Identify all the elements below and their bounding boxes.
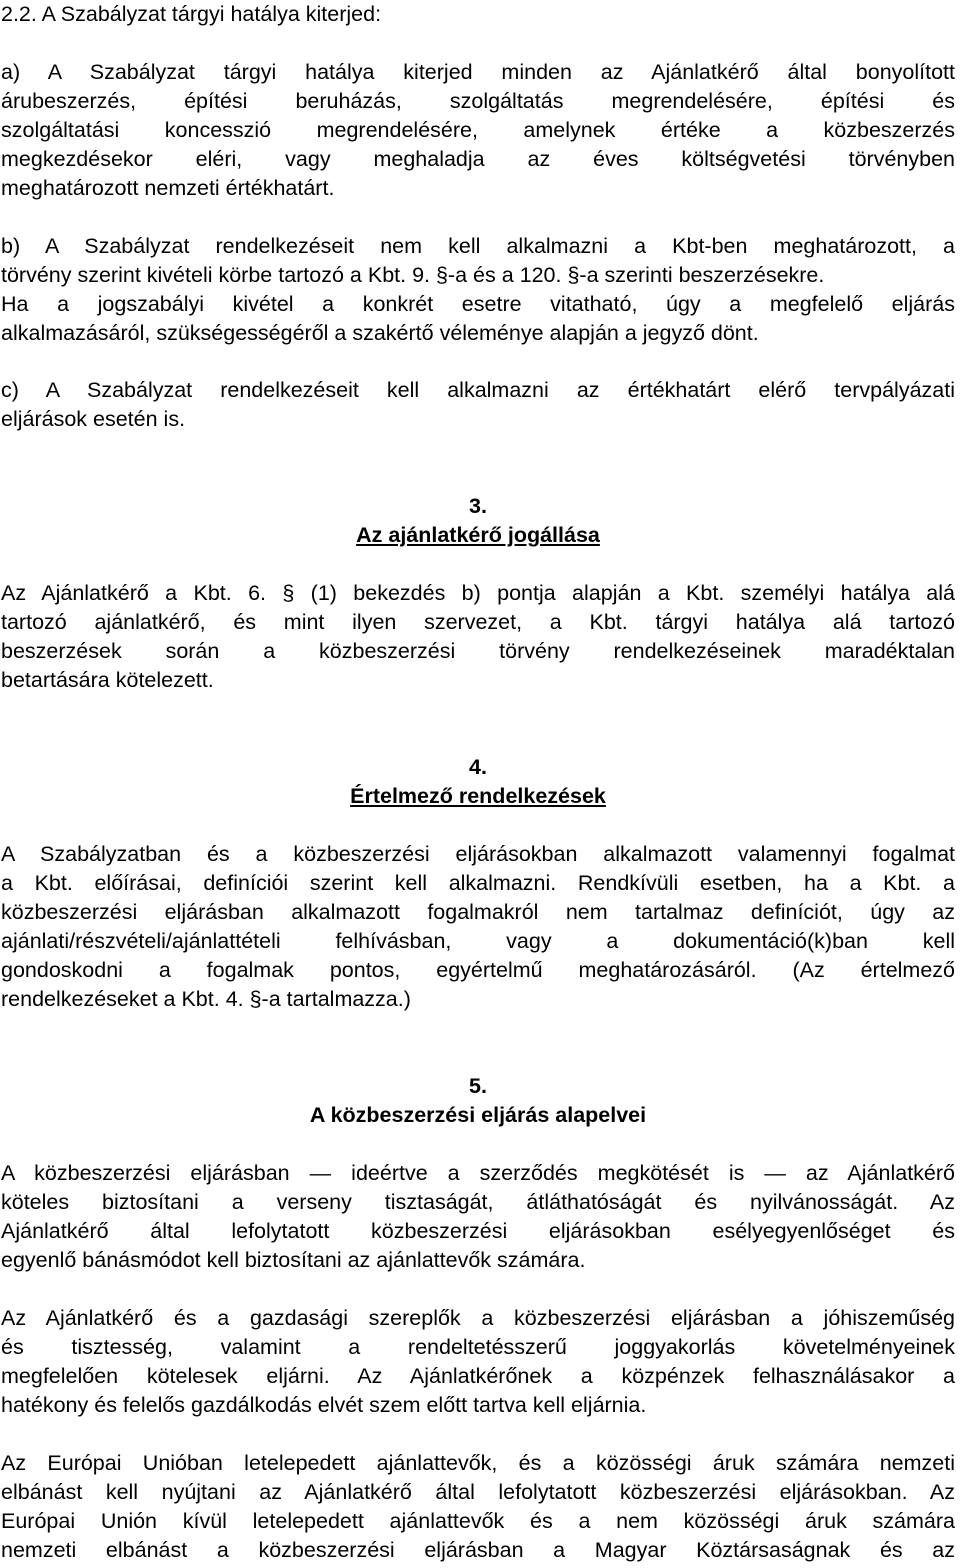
paragraph-line: árubeszerzés, építési beruházás, szolgáltatás megrendelésére, építési és [1, 89, 955, 113]
paragraph-line: hatékony és felelős gazdálkodás elvét szem előtt tartva kell eljárnia. [1, 1393, 647, 1417]
paragraph-line: a Kbt. előírásai, definíciói szerint kell alkalmazni. Rendkívüli esetben, ha a Kbt. a [1, 871, 955, 895]
paragraph-line: köteles biztosítani a verseny tisztaságát, átláthatóságát és nyilvánosságát. Az [1, 1190, 955, 1214]
section-3 [1, 492, 955, 695]
paragraph-line: elbánást kell nyújtani az Ajánlatkérő által lefolytatott közbeszerzési eljárásokban. Az [1, 1480, 955, 1504]
paragraph-line: A közbeszerzési eljárásban — ideértve a szerződés megkötését is — az Ajánlatkérő [1, 1161, 955, 1185]
paragraph-line: eljárások esetén is. [1, 407, 186, 431]
spacer [1, 1014, 955, 1072]
paragraph-line: ajánlati/részvételi/ajánlattételi felhívásban, vagy a dokumentáció(k)ban kell [1, 929, 955, 953]
paragraph-line: Ajánlatkérő által lefolytatott közbeszerzési eljárásokban esélyegyenlőséget és [1, 1219, 955, 1243]
principles-paragraph-2 [1, 1304, 955, 1420]
paragraph-line: Az Európai Unióban letelepedett ajánlattevők, és a közösségi áruk számára nemzeti [1, 1451, 955, 1475]
section-title [1, 521, 955, 550]
paragraph-line: b) A Szabályzat rendelkezéseit nem kell alkalmazni a Kbt-ben meghatározott, a [1, 234, 955, 258]
spacer [1, 434, 955, 492]
paragraph-line: gondoskodni a fogalmak pontos, egyértelmű meghatározásáról. (Az értelmező [1, 958, 955, 982]
paragraph-line: meghatározott nemzeti értékhatárt. [1, 176, 335, 200]
principles-paragraph-1 [1, 1159, 955, 1275]
paragraph-line: alkalmazásáról, szükségességéről a szakértő véleménye alapján a jegyző dönt. [1, 321, 759, 345]
paragraph-line: a) A Szabályzat tárgyi hatálya kiterjed minden az Ajánlatkérő által bonyolított [1, 60, 955, 84]
paragraph-line: A Szabályzatban és a közbeszerzési eljárásokban alkalmazott valamennyi fogalmat [1, 842, 955, 866]
spacer [1, 811, 955, 840]
spacer [1, 1275, 955, 1304]
paragraph-a [1, 58, 955, 203]
section-title-text: Az ajánlatkérő jogállása [356, 523, 600, 547]
section-title [1, 782, 955, 811]
paragraph-c [1, 376, 955, 434]
spacer [1, 695, 955, 753]
section-2-2-heading: 2.2. A Szabályzat tárgyi hatálya kiterjed: [1, 2, 382, 26]
spacer [1, 1420, 955, 1449]
section-4 [1, 753, 955, 1014]
paragraph-line: tartozó ajánlatkérő, és mint ilyen szervezet, a Kbt. tárgyi hatálya alá tartozó [1, 610, 955, 634]
paragraph-line: megfelelően kötelesek eljárni. Az Ajánlatkérőnek a közpénzek felhasználásakor a [1, 1364, 955, 1388]
section-title-text: Értelmező rendelkezések [350, 784, 606, 808]
paragraph-line: egyenlő bánásmódot kell biztosítani az ajánlattevők számára. [1, 1248, 586, 1272]
section-title: A közbeszerzési eljárás alapelvei [309, 1103, 647, 1127]
section-number: 4. [469, 755, 487, 779]
paragraph-line: rendelkezéseket a Kbt. 4. §-a tartalmazza.) [1, 987, 411, 1011]
paragraph-line: Európai Unión kívül letelepedett ajánlattevők és a nem közösségi áruk számára [1, 1509, 955, 1533]
paragraph-line: betartására kötelezett. [1, 668, 214, 692]
section-5 [1, 1072, 955, 1565]
paragraph-line: megkezdésekor eléri, vagy meghaladja az éves költségvetési törvényben [1, 147, 955, 171]
paragraph-line: törvény szerint kivételi körbe tartozó a Kbt. 9. §-a és a 120. §-a szerinti beszerzésekre. [1, 263, 825, 287]
spacer [1, 550, 955, 579]
paragraph-line: és tisztesség, valamint a rendeltetésszerű joggyakorlás követelményeinek [1, 1335, 955, 1359]
spacer [1, 348, 955, 376]
paragraph-line: Az Ajánlatkérő és a gazdasági szereplők a közbeszerzési eljárásban a jóhiszeműség [1, 1306, 955, 1330]
paragraph-b [1, 232, 955, 348]
spacer [1, 29, 955, 58]
spacer [1, 1130, 955, 1159]
paragraph-line: c) A Szabályzat rendelkezéseit kell alkalmazni az értékhatárt elérő tervpályázati [1, 378, 955, 402]
paragraph-line: beszerzések során a közbeszerzési törvény rendelkezéseinek maradéktalan [1, 639, 955, 663]
section-number: 5. [469, 1074, 487, 1098]
paragraph-line: nemzeti elbánást a közbeszerzési eljárásban a Magyar Köztársaságnak és az [1, 1538, 955, 1562]
paragraph-line: közbeszerzési eljárásban alkalmazott fogalmakról nem tartalmaz definíciót, úgy az [1, 900, 955, 924]
spacer [1, 203, 955, 232]
paragraph-line: Az Ajánlatkérő a Kbt. 6. § (1) bekezdés b) pontja alapján a Kbt. személyi hatálya alá [1, 581, 955, 605]
section-number: 3. [469, 494, 487, 518]
paragraph-line: Ha a jogszabályi kivétel a konkrét esetre vitatható, úgy a megfelelő eljárás [1, 292, 955, 316]
principles-paragraph-3 [1, 1449, 955, 1565]
paragraph-line: szolgáltatási koncesszió megrendelésére, amelynek értéke a közbeszerzés [1, 118, 955, 142]
